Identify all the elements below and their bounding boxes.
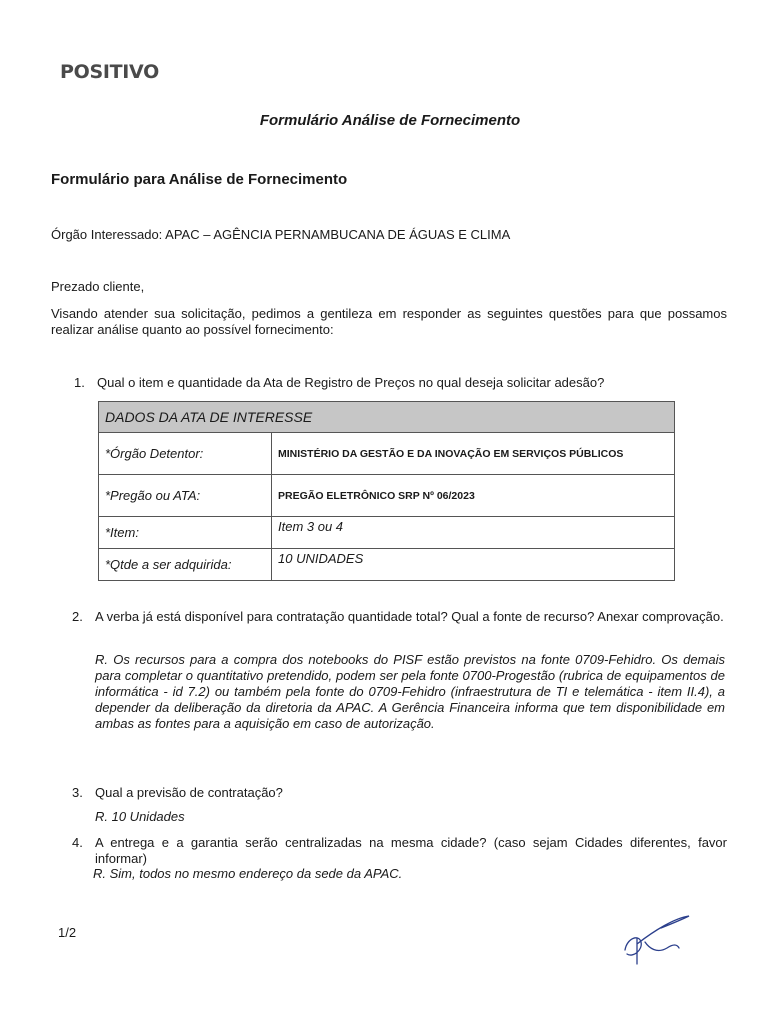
question-number: 2. <box>72 609 83 624</box>
header-title: Formulário Análise de Fornecimento <box>259 112 521 129</box>
row-value: MINISTÉRIO DA GESTÃO E DA INOVAÇÃO EM SERVIÇOS PÚBLICOS <box>272 433 675 475</box>
row-label: *Item: <box>99 517 272 549</box>
row-value: PREGÃO ELETRÔNICO SRP Nº 06/2023 <box>272 475 675 517</box>
answer-4: R. Sim, todos no mesmo endereço da sede da APAC. <box>93 866 403 881</box>
question-text: A entrega e a garantia serão centralizadas na mesma cidade? (caso sejam Cidades diferentes, favor informar) <box>95 835 727 866</box>
answer-3: R. 10 Unidades <box>95 809 185 824</box>
question-text: Qual o item e quantidade da Ata de Registro de Preços no qual deseja solicitar adesão? <box>97 375 605 390</box>
table-row <box>99 433 675 475</box>
signature <box>615 908 695 968</box>
signature-stroke <box>625 916 689 964</box>
row-label: *Órgão Detentor: <box>99 433 272 475</box>
greeting: Prezado cliente, <box>51 279 145 294</box>
row-value: Item 3 ou 4 <box>272 517 675 549</box>
question-number: 1. <box>74 375 85 390</box>
interested-organ: Órgão Interessado: APAC – AGÊNCIA PERNAMBUCANA DE ÁGUAS E CLIMA <box>51 227 511 242</box>
table-row <box>99 549 675 581</box>
page-number: 1/2 <box>58 925 77 940</box>
row-value: 10 UNIDADES <box>272 549 675 581</box>
table-header: DADOS DA ATA DE INTERESSE <box>99 402 675 433</box>
question-text: Qual a previsão de contratação? <box>95 785 283 800</box>
table-row <box>99 475 675 517</box>
answer-2: R. Os recursos para a compra dos notebooks do PISF estão previstos na fonte 0709-Fehidro. Os demais para completar o quantitativo pretendido, podem ser pela fonte 0700-Progestão (rubrica de equipamentos de informática - id 7.2) ou também pela fonte do 0709-Fehidro (infraestrutura de TI e telemática - item II.4), a depender da deliberação da diretoria da APAC. A Gerência Financeira informa que tem disponibilidade em ambas as fontes para a aquisição em caso de autorização. <box>95 652 725 731</box>
question-text: A verba já está disponível para contratação quantidade total? Qual a fonte de recurso? Anexar comprovação. <box>95 609 724 624</box>
form-title: Formulário para Análise de Fornecimento <box>51 171 348 188</box>
row-label: *Pregão ou ATA: <box>99 475 272 517</box>
question-number: 4. <box>72 835 83 850</box>
ata-data-table <box>98 401 675 581</box>
row-label: *Qtde a ser adquirida: <box>99 549 272 581</box>
question-number: 3. <box>72 785 83 800</box>
question-2 <box>72 609 727 643</box>
table-row <box>99 517 675 549</box>
intro-paragraph: Visando atender sua solicitação, pedimos a gentileza em responder as seguintes questões para que possamos realizar análise quanto ao possível fornecimento: <box>51 306 727 337</box>
table-header-row <box>99 402 675 433</box>
brand-logo: POSITIVO <box>60 61 159 83</box>
question-4 <box>72 835 727 869</box>
